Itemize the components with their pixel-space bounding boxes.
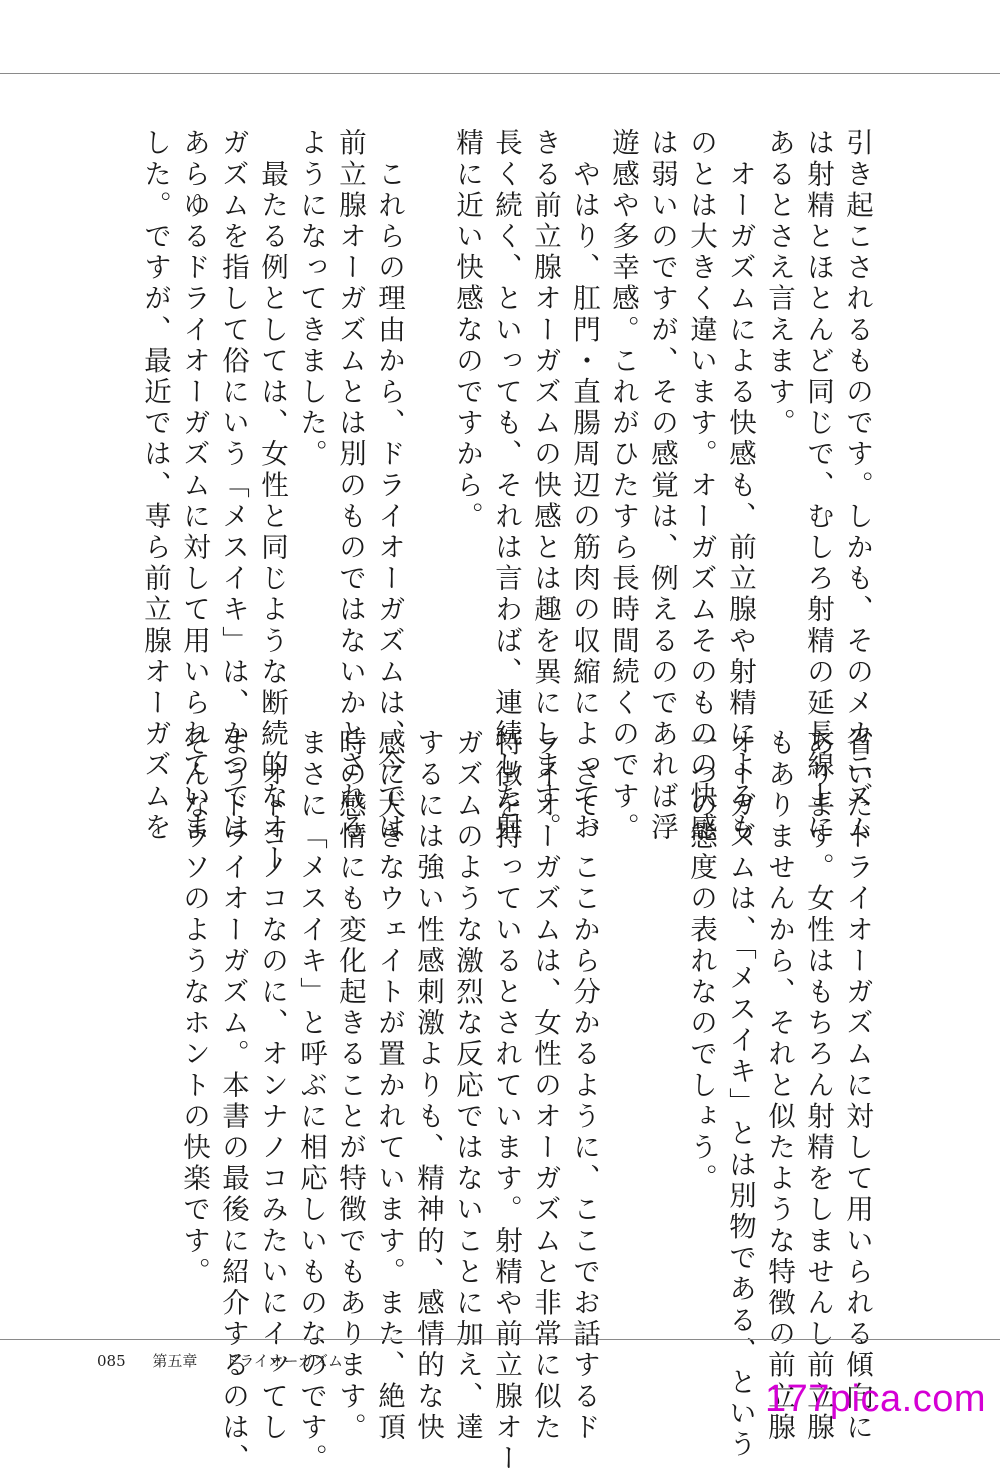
chapter-number: 第五章 — [152, 1352, 198, 1370]
chapter-title: ドライオーガズム — [224, 1352, 344, 1370]
page-number: 085 — [97, 1352, 126, 1370]
top-rule — [0, 73, 1000, 74]
bottom-rule — [0, 1339, 1000, 1340]
body-text-lower: 省いたドライオーガズムに対して用いられる傾向に あります。女性はもちろん射精をしませんし前立腺 もありませんから、それと似たような特徴の前立腺 オーガズムは、「メスイキ」とは別物である、という 一つの態度の表れなのでしょう。 さて、ここから分かるように、ここでお話するド ライオーガズムは、女性のオーガズムと非常に似た 特徴を持っているとされています。射精や前立腺オー ガズムのような激烈な反応ではないことに加え、達 するには強い性感刺激よりも、精神的、感情的な快 感に大きなウェイトが置かれています。また、絶頂 時の感情にも変化起きることが特徴でもあります。 まさに「メスイキ」と呼ぶに相応しいものなのです。 オトコノコなのに、オンナノコみたいにイッてし まうドライオーガズム。本書の最後に紹介するのは、 そんなウソのようなホントの快楽です。 — [178, 728, 873, 1474]
body-text-upper: 引き起こされるものです。しかも、そのメカニズム は射精とほとんど同じで、むしろ射精の延長線上に あるとさえ言えます。 オーガズムによる快感も、前立腺や射精によるも のとは大きく違います。オーガズムそのものの快感 は弱いのですが、その感覚は、例えるのであれば浮 遊感や多幸感。これがひたすら長時間続くのです。 やはり、肛門・直腸周辺の筋肉の収縮によってお きる前立腺オーガズムの快感とは趣を異にします。 長く続く、といっても、それは言わば、連続した射 精に近い快感なのですから。 これらの理由から、ドライオーガズムは、今では 前立腺オーガズムとは別のものではないかとされる ようになってきました。 最たる例としては、女性と同じような断続的なオー ガズムを指して俗にいう「メスイキ」は、かつては あらゆるドライオーガズムに対して用いられていま した。ですが、最近では、専ら前立腺オーガズムを — [139, 128, 873, 875]
watermark: 177pica.com — [765, 1378, 986, 1420]
page-footer — [97, 1350, 365, 1371]
